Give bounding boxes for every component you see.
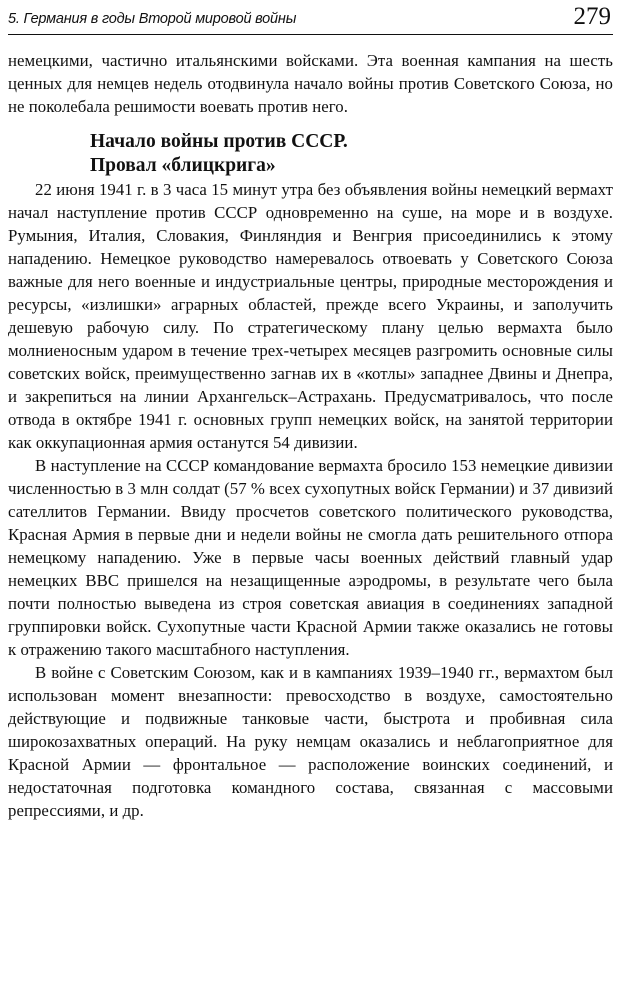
section-heading-line-2: Провал «блицкрига»	[90, 155, 276, 176]
running-head	[8, 0, 613, 35]
running-head-section-title: 5. Германия в годы Второй мировой войны	[8, 11, 297, 27]
section-heading	[90, 130, 613, 178]
page-body	[8, 49, 613, 822]
paragraph-invasion: 22 июня 1941 г. в 3 часа 15 минут утра без объявления войны немецкий вермахт начал наступление против СССР одновременно на суше, на море и в воздухе. Румыния, Италия, Словакия, Финляндия и Венгрия присоединились к этому нападению. Немецкое руководство намеревалось отвоевать у Советского Союза важные для него военные и индустриальные центры, природные месторождения и ресурсы, «излишки» аграрных областей, прежде всего Украины, и заполучить дешевую рабочую силу. По стратегическому плану целью вермахта было молниеносным ударом в течение трех-четырех месяцев разгромить основные силы советских войск, преимущественно загнав их в «котлы» западнее Двины и Днепра, и закрепиться на линии Архангельск–Астрахань. Предусматривалось, что после отвода в октябре 1941 г. основных групп немецких войск, на занятой территории как оккупационная армия останутся 54 дивизии.	[8, 180, 613, 452]
section-heading-line-1: Начало войны против СССР.	[90, 131, 348, 152]
paragraph-surprise: В войне с Советским Союзом, как и в кампаниях 1939–1940 гг., вермахтом был использован момент внезапности: превосходство в воздухе, самостоятельно действующие и подвижные танковые части, быстрота и пробивная сила широкозахватных операций. На руку немцам оказались и неблагоприятное для Красной Армии — фронтальное — расположение воинских соединений, и недостаточная подготовка командного состава, связанная с массовыми репрессиями, и др.	[8, 663, 613, 820]
page-number: 279	[573, 3, 611, 30]
paragraph-forces: В наступление на СССР командование вермахта бросило 153 немецкие дивизии численностью в 3 млн солдат (57 % всех сухопутных войск Германии) и 37 дивизий сателлитов Германии. Ввиду просчетов советского политического руководства, Красная Армия в первые дни и недели войны не смогла дать решительного отпора немецкому нападению. Уже в первые часы военных действий главный удар немецких ВВС пришелся на незащищенные аэродромы, в результате чего была почти полностью выведена из строя советская авиация в соединениях западной группировки войск. Сухопутные части Красной Армии также оказались не готовы к отражению такого масштабного наступления.	[8, 456, 613, 659]
paragraph-continuation: немецкими, частично итальянскими войсками. Эта военная кампания на шесть ценных для немцев недель отодвинула начало войны против Советского Союза, но не поколебала решимости воевать против него.	[8, 51, 613, 116]
